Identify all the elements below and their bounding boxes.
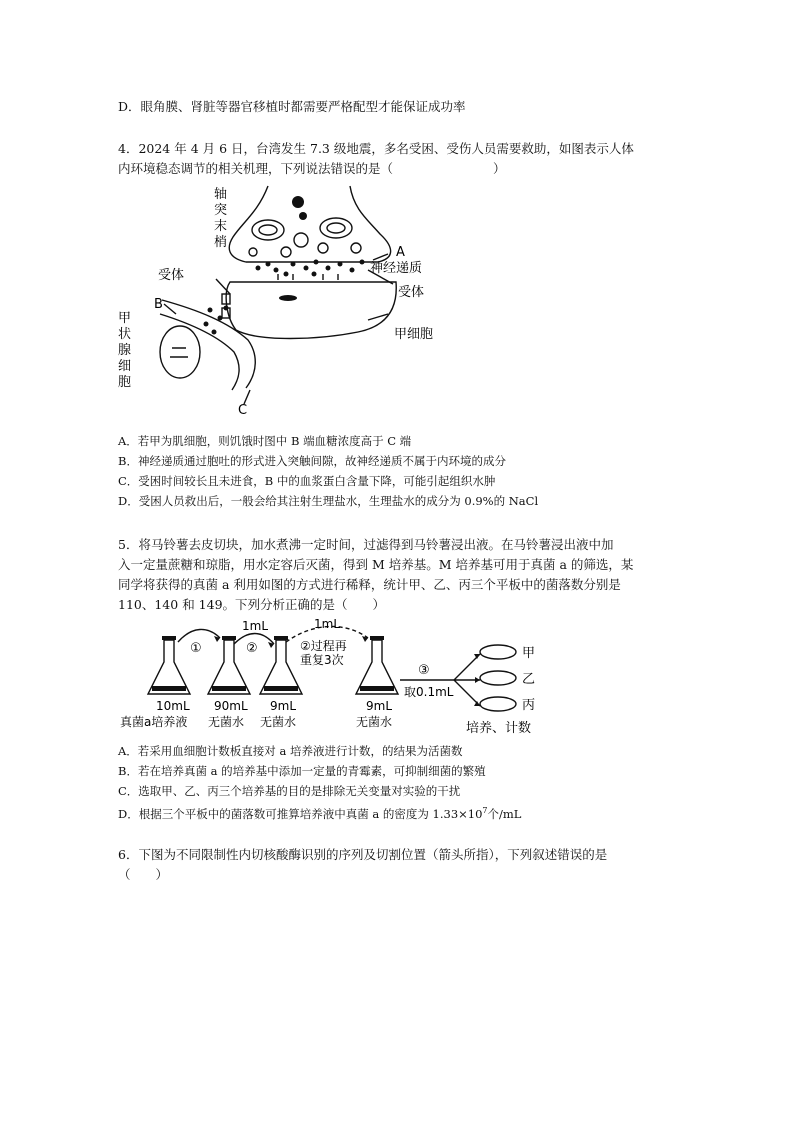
q5-option-c: C．选取甲、乙、丙三个培养基的目的是排除无关变量对实验的干扰 — [118, 784, 461, 798]
thyroid-label-3: 腺 — [118, 343, 132, 358]
plate-bing-label: 丙 — [522, 698, 536, 713]
q5-option-b: B．若在培养真菌 a 的培养基中添加一定量的青霉素，可抑制细菌的繁殖 — [118, 764, 486, 778]
neurotransmitter-label: 神经递质 — [370, 261, 423, 276]
q5-option-d: D．根据三个平板中的菌落数可推算培养液中真菌 a 的密度为 $1.33\times 10^7$个/mL — [118, 806, 522, 821]
q6-stem-line2: （ ） — [118, 867, 169, 882]
vol1-label: 1mL — [242, 619, 269, 633]
q5-option-a: A．若采用血细胞计数板直接对 a 培养液进行计数，的结果为活菌数 — [118, 744, 463, 758]
q4-option-a: A．若甲为肌细胞，则饥饿时图中 B 端血糖浓度高于 C 端 — [118, 434, 412, 448]
q4-stem-line2: 内环境稳态调节的相关机理，下列说法错误的是（ ） — [118, 161, 506, 176]
q5-stem-line3: 同学将获得的真菌 a 利用如图的方式进行稀释，统计甲、乙、丙三个平板中的菌落数分别是 — [118, 577, 621, 592]
plate-yi-label: 乙 — [522, 672, 536, 687]
vol2-label: 1mL — [314, 618, 341, 631]
q6-stem-line1: 6．下图为不同限制性内切核酸酶识别的序列及切割位置（箭头所指），下列叙述错误的是 — [118, 847, 608, 862]
thyroid-label-5: 胞 — [118, 375, 132, 390]
flask4-name: 无菌水 — [356, 715, 393, 729]
q4-stem-line1: 4．2024 年 4 月 6 日，台湾发生 7.3 级地震，多名受困、受伤人员需要救助，如图表示人体 — [118, 141, 634, 156]
receptor-right-label: 受体 — [398, 285, 425, 300]
axon-label-3: 末 — [214, 219, 228, 234]
axon-label-4: 梢 — [214, 235, 228, 250]
label-b: B — [154, 297, 163, 312]
axon-label-1: 轴 — [214, 187, 228, 202]
q5-stem-line4: 110、140 和 149。下列分析正确的是（ ） — [118, 597, 386, 612]
step1-label: ① — [190, 641, 202, 656]
label-a: A — [396, 245, 405, 260]
flask3-name: 无菌水 — [260, 715, 297, 729]
q5-stem-line1: 5．将马铃薯去皮切块，加水煮沸一定时间，过滤得到马铃薯浸出液。在马铃薯浸出液中加 — [118, 537, 614, 552]
q4-option-b: B．神经递质通过胞吐的形式进入突触间隙，故神经递质不属于内环境的成分 — [118, 454, 506, 468]
q4-synapse-diagram — [118, 182, 458, 418]
thyroid-label-2: 状 — [118, 327, 132, 342]
step3b-label: 重复3次 — [300, 653, 344, 667]
flask1-name: 真菌a培养液 — [120, 715, 188, 729]
thyroid-label-4: 细 — [118, 359, 132, 374]
plate-jia-label: 甲 — [522, 646, 536, 661]
culture-count-label: 培养、计数 — [466, 721, 532, 736]
take-label: 取0.1mL — [404, 685, 454, 699]
flask2-name: 无菌水 — [208, 715, 245, 729]
q5-dilution-diagram — [118, 618, 558, 740]
axon-label-2: 突 — [214, 203, 228, 218]
q5-stem-line2: 入一定量蔗糖和琼脂，用水定容后灭菌，得到 M 培养基。M 培养基可用于真菌 a 的筛选，某 — [118, 557, 634, 572]
flask4-vol: 9mL — [366, 699, 393, 713]
flask3-vol: 9mL — [270, 699, 297, 713]
receptor-left-label: 受体 — [158, 268, 185, 283]
q3-option-d: D．眼角膜、肾脏等器官移植时都需要严格配型才能保证成功率 — [118, 99, 466, 114]
cell-jia-label: 甲细胞 — [394, 327, 434, 342]
step3-label: ②过程再 — [300, 639, 347, 653]
step2-label: ② — [246, 641, 258, 656]
step4-label: ③ — [418, 663, 430, 678]
q4-option-c: C．受困时间较长且未进食，B 中的血浆蛋白含量下降，可能引起组织水肿 — [118, 474, 496, 488]
label-c: C — [238, 403, 248, 418]
flask1-vol: 10mL — [156, 699, 190, 713]
q4-option-d: D．受困人员救出后，一般会给其注射生理盐水，生理盐水的成分为 0.9%的 NaCl — [118, 494, 539, 508]
flask2-vol: 90mL — [214, 699, 248, 713]
thyroid-label-1: 甲 — [118, 311, 132, 326]
